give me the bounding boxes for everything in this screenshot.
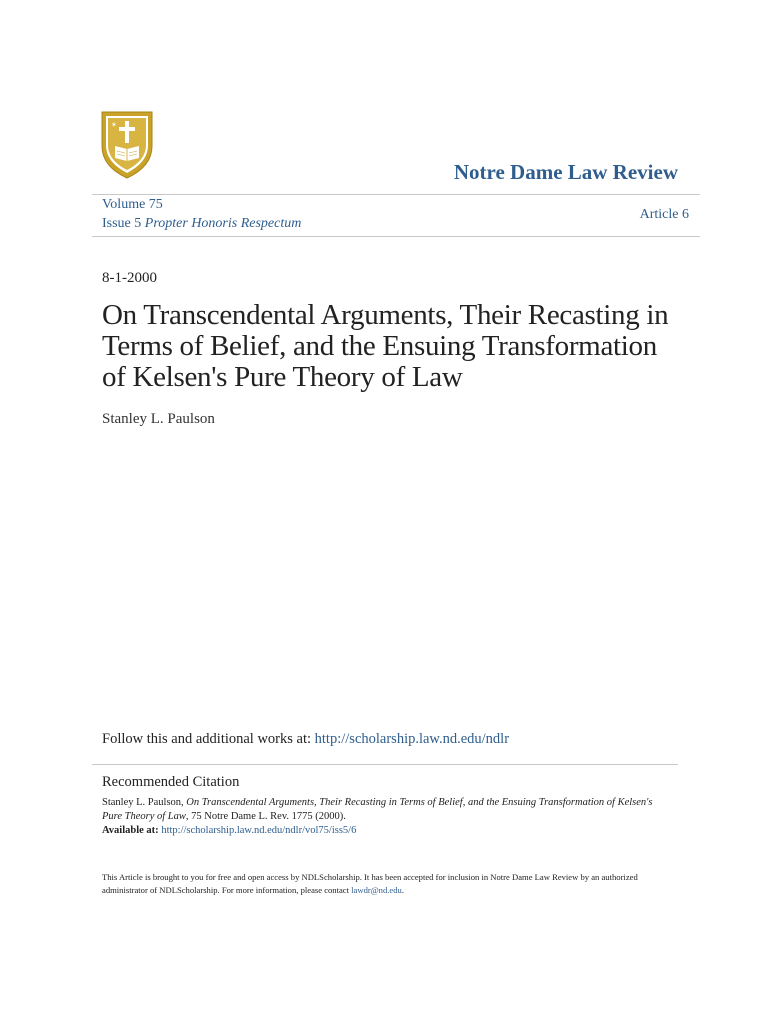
header-bottom-divider bbox=[92, 236, 700, 237]
publication-date: 8-1-2000 bbox=[102, 270, 157, 286]
contact-email-link[interactable]: lawdr@nd.edu bbox=[351, 885, 402, 895]
issue-number[interactable]: Issue 5 bbox=[102, 216, 142, 231]
citation-author: Stanley L. Paulson, bbox=[102, 797, 184, 808]
journal-title-link[interactable]: Notre Dame Law Review bbox=[453, 160, 678, 184]
issue-link[interactable] bbox=[102, 216, 301, 232]
citation-title: On Transcendental Arguments, Their Recasting in Terms of Belief, and the Ensuing Transformation of Kelsen's Pure Theory of Law bbox=[102, 797, 653, 822]
issue-name[interactable]: Propter Honoris Respectum bbox=[144, 216, 302, 231]
header-top-divider bbox=[92, 194, 700, 195]
access-notice bbox=[102, 871, 662, 897]
svg-text:✶: ✶ bbox=[111, 121, 117, 129]
follow-url-link[interactable]: http://scholarship.law.nd.edu/ndlr bbox=[314, 731, 510, 747]
notre-dame-shield-icon bbox=[100, 110, 154, 180]
author-name: Stanley L. Paulson bbox=[102, 411, 215, 427]
citation-text bbox=[102, 796, 662, 838]
article-title: On Transcendental Arguments, Their Recasting in Terms of Belief, and the Ensuing Transformation of Kelsen's Pure Theory of Law bbox=[102, 299, 669, 393]
available-url-link[interactable]: http://scholarship.law.nd.edu/ndlr/vol75/iss5/6 bbox=[161, 825, 357, 836]
follow-line bbox=[102, 731, 509, 748]
notice-end: . bbox=[401, 885, 404, 895]
follow-label: Follow this and additional works at: bbox=[102, 731, 312, 747]
available-at-label: Available at: bbox=[102, 825, 159, 836]
notice-text: This Article is brought to you for free and open access by NDLScholarship. It has been accepted for inclusion in Notre Dame Law Review by an authorized administrator of NDLScholarship. For more information, please contact bbox=[102, 872, 638, 895]
citation-divider bbox=[92, 764, 678, 765]
volume-link[interactable]: Volume 75 bbox=[102, 197, 163, 212]
citation-source: , 75 Notre Dame L. Rev. 1775 (2000). bbox=[185, 811, 346, 822]
article-link[interactable]: Article 6 bbox=[639, 207, 689, 222]
recommended-citation-heading: Recommended Citation bbox=[102, 774, 240, 790]
